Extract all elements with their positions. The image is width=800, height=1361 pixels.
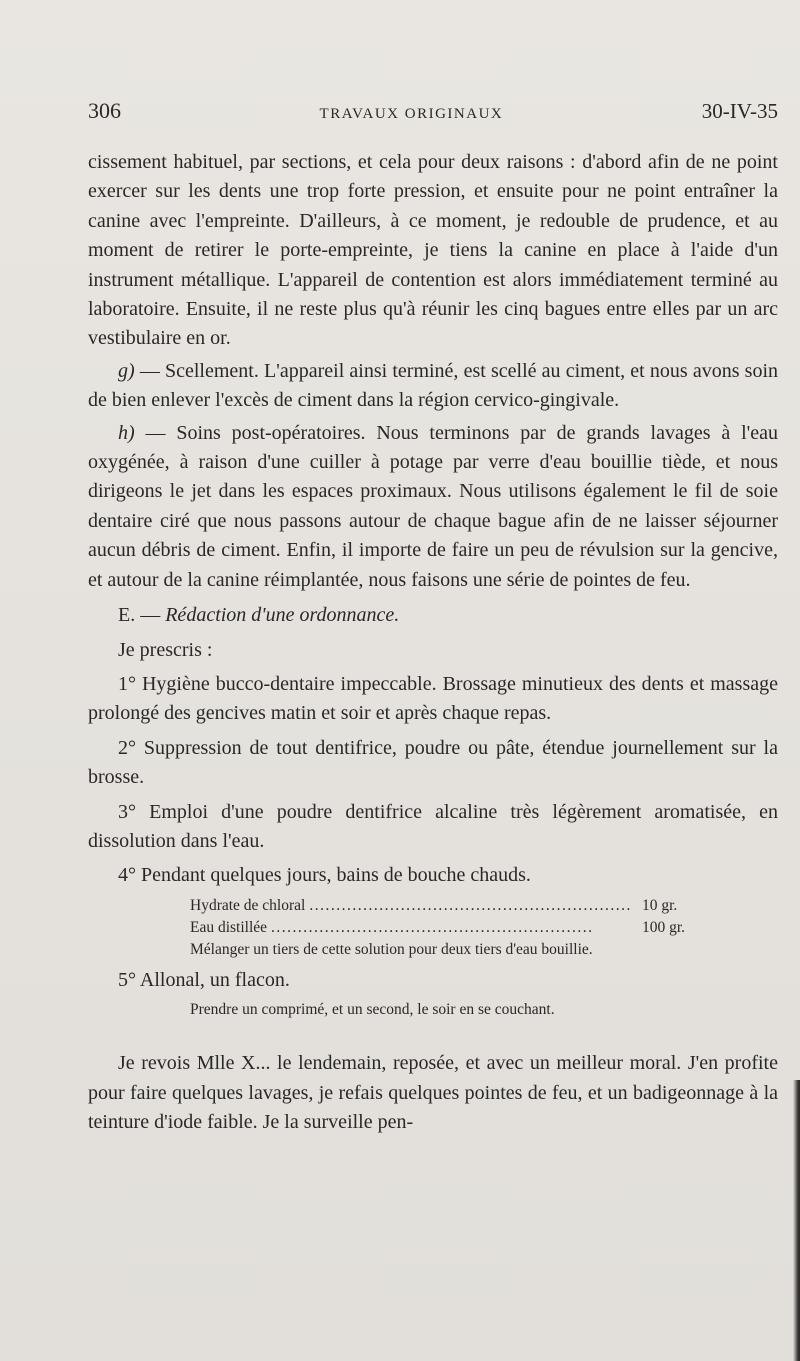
paragraph-continuation: cissement habituel, par sections, et cela pour deux raisons : d'abord afin de ne point exercer sur les dents une trop forte pression, et ensuite pour ne point entraîner la canine avec l'empreinte. D'ailleurs, à ce moment, je redouble de prudence, et au moment de retirer le porte-empreinte, je tiens la canine en place à l'aide d'un instrument métallique. L'appareil de contention est alors immédiatement terminé au laboratoire. Ensuite, il ne reste plus qu'à réunir les cinq bagues entre elles par un arc vestibulaire en or. (88, 151, 778, 350)
header-date: 30-IV-35 (701, 99, 778, 123)
paragraph-g (88, 357, 778, 416)
allonal-note: Prendre un comprimé, et un second, le soir en se couchant. (190, 1001, 555, 1019)
item-5: 5° Allonal, un flacon. (118, 968, 290, 991)
item-1: 1° Hygiène bucco-dentaire impeccable. Brossage minutieux des dents et massage prolongé des gencives matin et soir et après chaque repas. (88, 672, 778, 725)
dot-leader: ............................................................ (271, 918, 594, 936)
item-4: 4° Pendant quelques jours, bains de bouche chauds. (118, 864, 531, 887)
ingredient-name: Hydrate de chloral (190, 896, 306, 914)
ingredient-quantity: 10 gr. (642, 896, 678, 914)
page-number: 306 (88, 98, 121, 123)
text-h: — Soins post-opératoires. Nous terminons par de grands lavages à l'eau oxygénée, à raison d'une cuiller à potage par verre d'eau bouillie tiède, et nous dirigeons le jet dans les espaces proximaux. Nous utilisons également le fil de soie dentaire ciré que nous passons autour de chaque bague afin de ne laisser séjourner aucun débris de ciment. Enfin, il importe de faire un peu de révulsion sur la gencive, et autour de la canine réimplantée, nous faisons une série de pointes de feu. (88, 421, 778, 591)
label-h: h) (118, 421, 135, 444)
prescription-note: Mélanger un tiers de cette solution pour deux tiers d'eau bouillie. (190, 940, 593, 958)
ingredient-quantity: 100 gr. (642, 918, 686, 936)
dot-leader: ............................................................ (309, 896, 632, 914)
ingredient-name: Eau distillée (190, 918, 268, 936)
running-header (88, 98, 778, 134)
spacer (88, 1021, 778, 1049)
section-e-prefix: E. — (118, 604, 166, 627)
text-g: — Scellement. L'appareil ainsi terminé, est scellé au ciment, et nous avons soin de bien enlever l'excès de ciment dans la région cervico-gingivale. (88, 359, 778, 412)
prescription-line (190, 917, 712, 939)
label-g: g) (118, 359, 135, 382)
paragraph-h (88, 419, 778, 595)
item-3: 3° Emploi d'une poudre dentifrice alcaline très légèrement aromatisée, en dissolution dans l'eau. (88, 800, 778, 852)
book-spine-shadow (793, 1080, 800, 1361)
prescris-line: Je prescris : (118, 638, 213, 661)
running-title: TRAVAUX ORIGINAUX (319, 106, 504, 122)
paragraph-final: Je revois Mlle X... le lendemain, reposée, et avec un meilleur moral. J'en profite pour faire quelques lavages, je refais quelques pointes de feu, et un badigeonnage à la teinture d'iode faible. Je la surveille pen- (88, 1052, 778, 1133)
prescription-block (88, 895, 778, 961)
section-e-title: Rédaction d'une ordonnance. (165, 604, 400, 627)
item-2: 2° Suppression de tout dentifrice, poudre ou pâte, étendue journellement sur la brosse. (88, 736, 778, 789)
prescription-line (190, 895, 712, 917)
section-e-heading (88, 601, 778, 630)
